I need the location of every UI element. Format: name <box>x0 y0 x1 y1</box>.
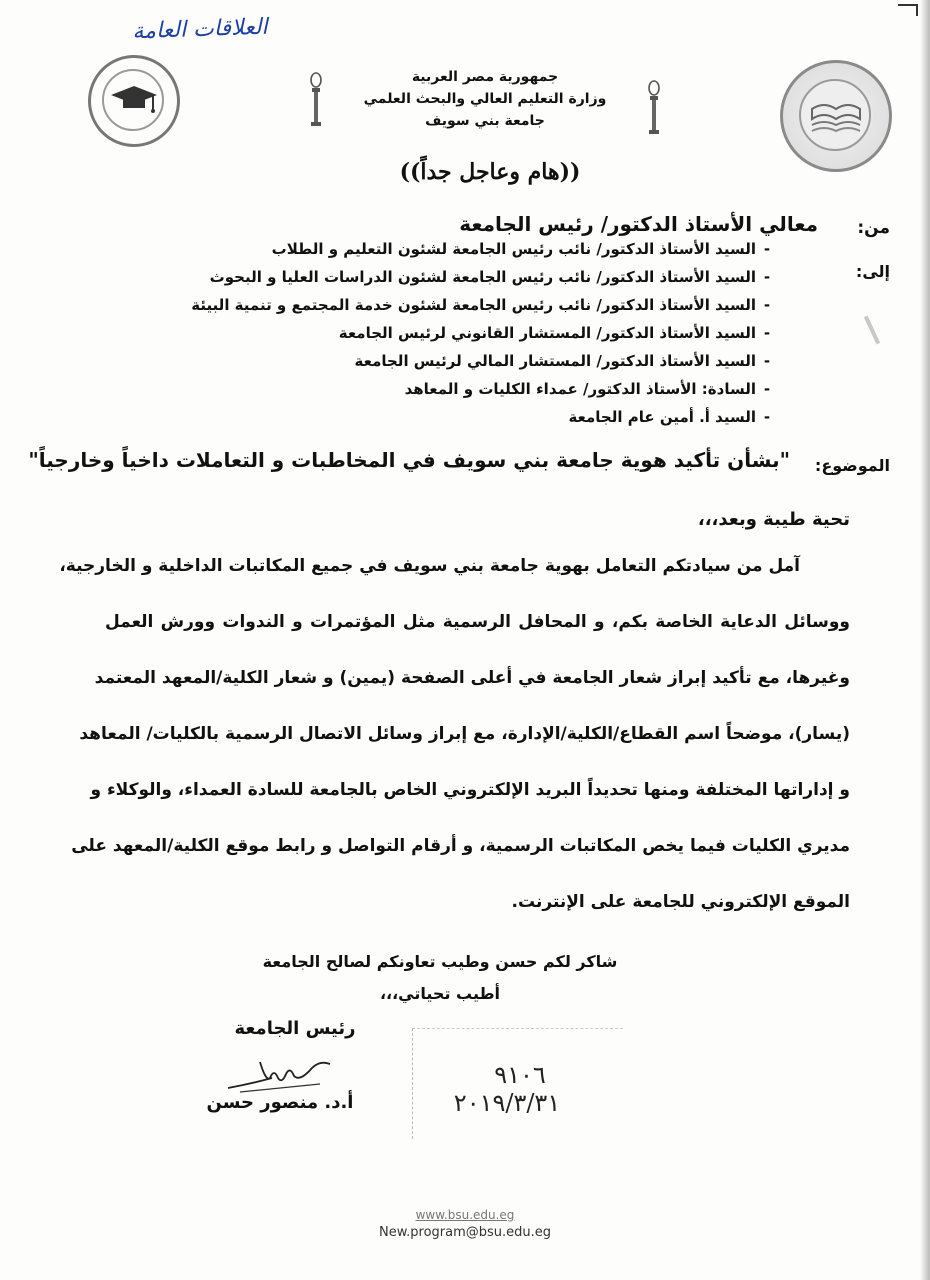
urgency-label: ((هام وعاجل جداً)) <box>399 159 581 185</box>
body-line: و إداراتها المختلفة ومنها تحديداً البريد الإلكتروني الخاص بالجامعة للسادة العمداء، والوكلاء و <box>90 780 850 800</box>
list-item: -السيد الأستاذ الدكتور/ المستشار المالي لرئيس الجامعة <box>354 352 771 370</box>
closing <box>240 946 640 1010</box>
body-line: ووسائل الدعاية الخاصة بكم، و المحافل الرسمية مثل المؤتمرات و الندوات وورش العمل <box>105 612 850 632</box>
from-label: من: <box>857 218 890 238</box>
scan-edge-shadow <box>920 0 930 1280</box>
torch-icon <box>309 72 323 134</box>
corner-mark <box>898 4 918 16</box>
body-line: مديري الكليات فيما يخص المكاتبات الرسمية، و أرقام التواصل و رابط موقع الكلية/المعهد على <box>71 836 850 856</box>
signature-title: رئيس الجامعة <box>234 1018 356 1039</box>
list-item: -السادة: الأستاذ الدكتور/ عمداء الكليات و المعاهد <box>404 380 771 398</box>
letterhead <box>360 66 610 132</box>
letterhead-university: جامعة بني سويف <box>425 113 545 129</box>
footer-website-link[interactable]: www.bsu.edu.eg <box>415 1208 515 1222</box>
signature-name: أ.د. منصور حسن <box>206 1092 354 1113</box>
body-line: وغيرها، مع تأكيد إبراز شعار الجامعة في أعلى الصفحة (يمين) و شعار الكلية/المعهد المعتمد <box>94 668 850 688</box>
greeting: تحية طيبة وبعد،،، <box>697 509 850 530</box>
list-item: -السيد الأستاذ الدكتور/ نائب رئيس الجامعة لشئون خدمة المجتمع و تنمية البيئة <box>191 296 771 314</box>
book-wave-icon <box>806 95 866 135</box>
letterhead-ministry: وزارة التعليم العالي والبحث العلمي <box>363 91 607 107</box>
letterhead-country: جمهورية مصر العربية <box>411 69 559 85</box>
torch-icon <box>647 80 661 142</box>
closing-regards: أطيب تحياتي،،، <box>379 984 501 1003</box>
closing-thanks: شاكر لكم حسن وطيب تعاونكم لصالح الجامعة <box>262 952 618 971</box>
list-item: -السيد أ. أمين عام الجامعة <box>568 408 771 426</box>
subject-value: "بشأن تأكيد هوية جامعة بني سويف في المخاطبات و التعاملات داخياً وخارجياً" <box>28 448 790 472</box>
scan-mark <box>864 316 880 345</box>
handwritten-note: العلاقات العامة <box>131 14 268 45</box>
list-item: -السيد الأستاذ الدكتور/ نائب رئيس الجامعة لشئون الدراسات العليا و البحوث <box>209 268 771 286</box>
list-item: -السيد الأستاذ الدكتور/ المستشار القانوني لرئيس الجامعة <box>338 324 771 342</box>
body-line: (يسار)، موضحاً اسم القطاع/الكلية/الإدارة، مع إبراز وسائل الاتصال الرسمية بالكليات/ المعاهد <box>79 724 850 744</box>
registry-number: ٩١٠٦ <box>494 1061 546 1089</box>
to-label: إلى: <box>855 262 890 281</box>
body-line: الموقع الإلكتروني للجامعة على الإنترنت. <box>511 892 850 912</box>
list-item: -السيد الأستاذ الدكتور/ نائب رئيس الجامعة لشئون التعليم و الطلاب <box>271 240 771 258</box>
registry-date: ٢٠١٩/٣/٣١ <box>453 1089 561 1117</box>
subject-label: الموضوع: <box>814 456 890 475</box>
body-line: آمل من سيادتكم التعامل بهوية جامعة بني سويف في جميع المكاتبات الداخلية و الخارجية، <box>59 556 800 576</box>
college-seal <box>88 55 180 147</box>
from-value: معالي الأستاذ الدكتور/ رئيس الجامعة <box>459 212 818 236</box>
graduation-cap-icon <box>109 82 159 118</box>
footer-email-link[interactable]: New.program@bsu.edu.eg <box>378 1225 552 1240</box>
letter-body <box>59 538 850 930</box>
recipient-list <box>118 235 778 431</box>
university-seal <box>780 60 892 172</box>
